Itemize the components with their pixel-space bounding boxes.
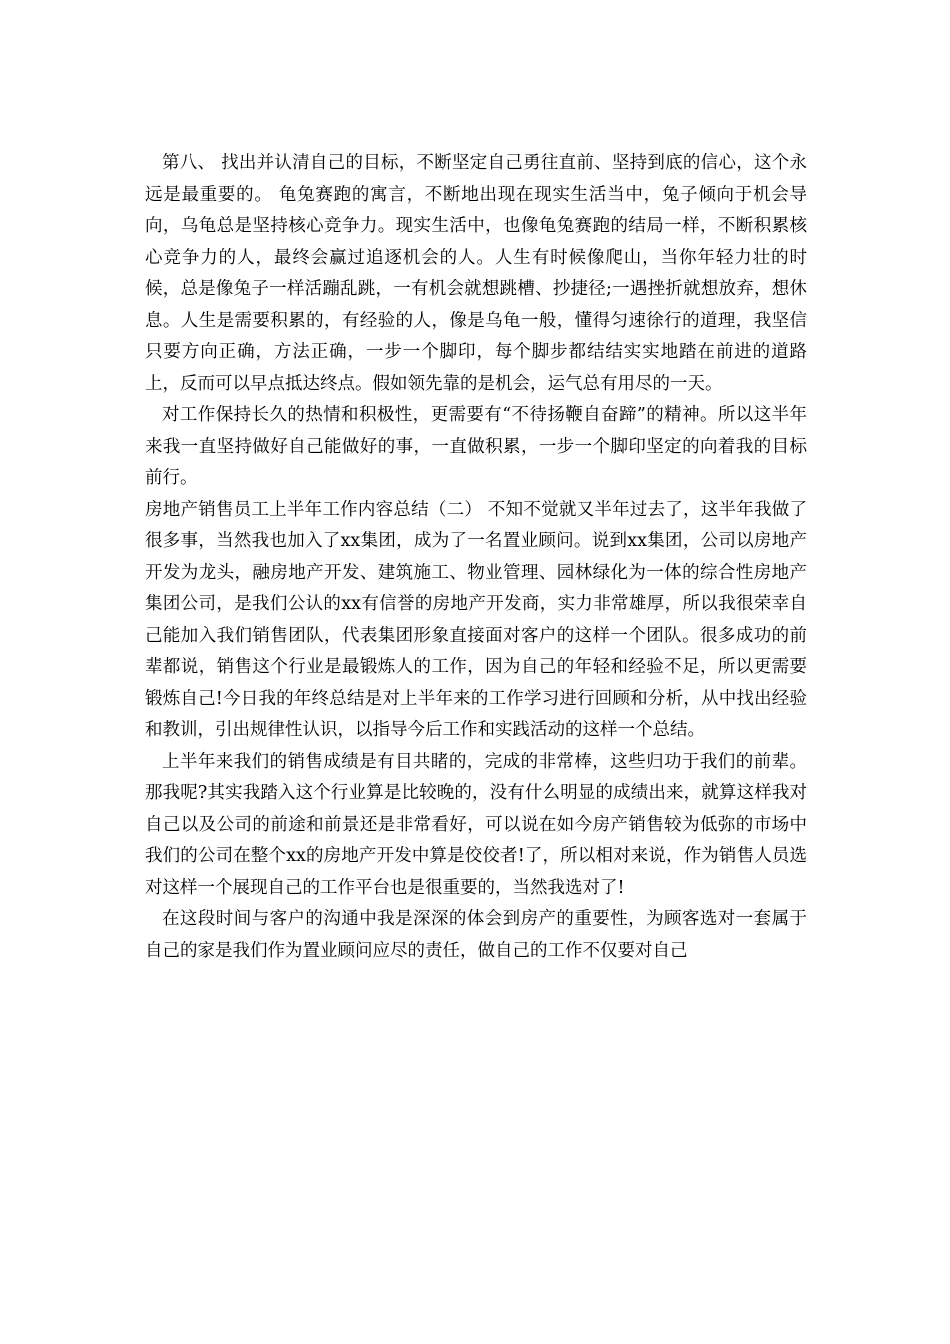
paragraph-work-enthusiasm: 对工作保持长久的热情和积极性，更需要有“不待扬鞭自奋蹄”的精神。所以这半年来我一直坚持做好自己能做好的事，一直做积累，一步一个脚印坚定的向着我的目标前行。 xyxy=(145,405,807,488)
paragraph-customer-communication: 在这段时间与客户的沟通中我是深深的体会到房产的重要性，为顾客选对一套属于自己的家是我们作为置业顾问应尽的责任，做自己的工作不仅要对自己 xyxy=(145,909,807,961)
document-body xyxy=(145,148,807,967)
paragraph-sales-results: 上半年来我们的销售成绩是有目共睹的，完成的非常棒，这些归功于我们的前辈。那我呢?其实我踏入这个行业算是比较晚的，没有什么明显的成绩出来，就算这样我对自己以及公司的前途和前景还是非常看好，可以说在如今房产销售较为低弥的市场中我们的公司在整个xx的房地产开发中算是佼佼者!了，所以相对来说，作为销售人员选对这样一个展现自己的工作平台也是很重要的，当然我选对了! xyxy=(145,751,807,898)
paragraph-goal-persistence: 第八、 找出并认清自己的目标，不断坚定自己勇往直前、坚持到底的信心，这个永远是最重要的。 龟兔赛跑的寓言，不断地出现在现实生活当中，兔子倾向于机会导向，乌龟总是坚持核心竞争力。现实生活中，也像龟兔赛跑的结局一样，不断积累核心竞争力的人，最终会赢过追逐机会的人。人生有时候像爬山，当你年轻力壮的时候，总是像兔子一样活蹦乱跳，一有机会就想跳槽、抄捷径;一遇挫折就想放弃，想休息。人生是需要积累的，有经验的人，像是乌龟一般，懂得匀速徐行的道理，我坚信只要方向正确，方法正确，一步一个脚印，每个脚步都结结实实地踏在前进的道路上，反而可以早点抵达终点。假如领先靠的是机会，运气总有用尽的一天。 xyxy=(145,153,807,394)
paragraph-summary-two-intro: 房地产销售员工上半年工作内容总结（二） 不知不觉就又半年过去了，这半年我做了很多事，当然我也加入了xx集团，成为了一名置业顾问。说到xx集团，公司以房地产开发为龙头，融房地产开发、建筑施工、物业管理、园林绿化为一体的综合性房地产集团公司，是我们公认的xx有信誉的房地产开发商，实力非常雄厚，所以我很荣幸自己能加入我们销售团队，代表集团形象直接面对客户的这样一个团队。很多成功的前辈都说，销售这个行业是最锻炼人的工作，因为自己的年轻和经验不足，所以更需要锻炼自己!今日我的年终总结是对上半年来的工作学习进行回顾和分析，从中找出经验和教训，引出规律性认识，以指导今后工作和实践活动的这样一个总结。 xyxy=(145,499,807,740)
